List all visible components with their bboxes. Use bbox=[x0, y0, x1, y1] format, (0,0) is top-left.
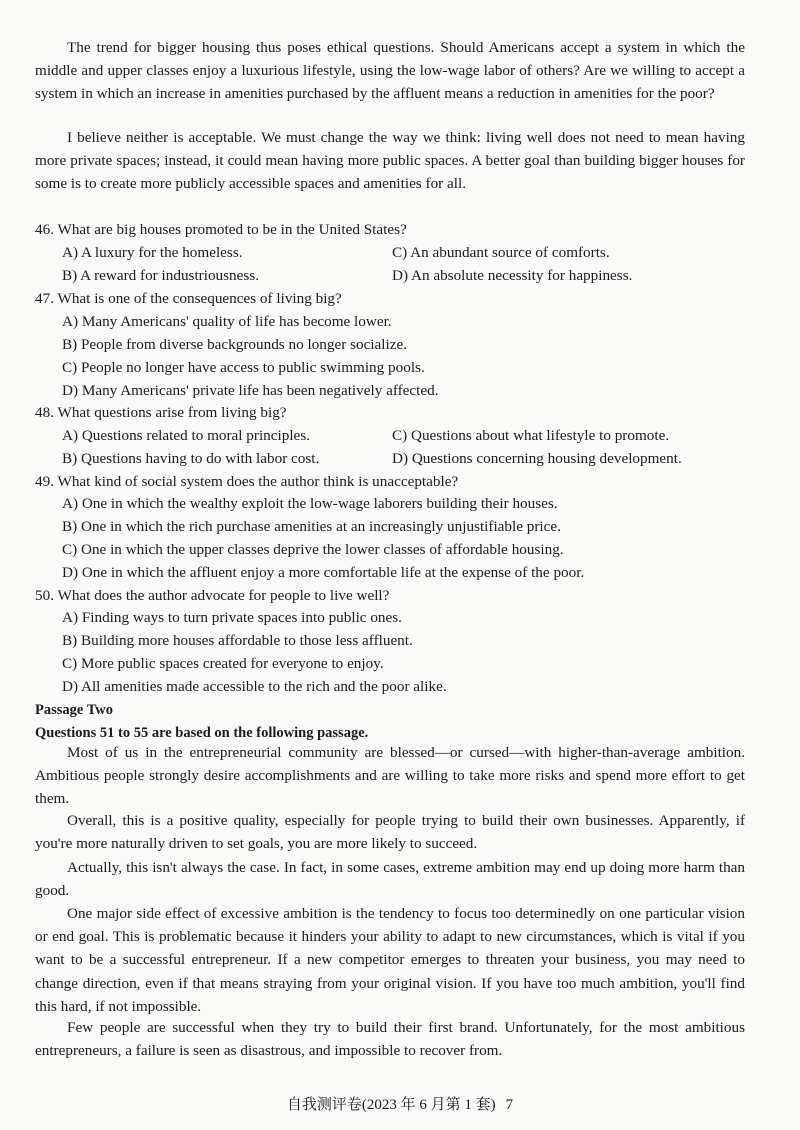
page-number: 7 bbox=[505, 1097, 514, 1113]
question-48-stem: 48. What questions arise from living big? bbox=[35, 404, 287, 421]
passage-two-instruction: Questions 51 to 55 are based on the following passage. bbox=[35, 725, 369, 741]
question-46-option-d[interactable]: D) An absolute necessity for happiness. bbox=[392, 267, 633, 284]
question-48-option-a[interactable]: A) Questions related to moral principles. bbox=[62, 427, 310, 444]
question-47-option-d[interactable]: D) Many Americans' private life has been negatively affected. bbox=[62, 382, 439, 399]
question-47-stem: 47. What is one of the consequences of living big? bbox=[35, 290, 342, 307]
passage-two-paragraph-4: One major side effect of excessive ambition is the tendency to focus too determinedly on one particular vision or end goal. This is problematic because it hinders your ability to adapt to new circumstances, which is vital if you want to be a successful entrepreneur. If a new competitor emerges to threaten your business, you may need to change direction, even if that means straying from your original vision. If you have too much ambition, you'll find this hard, if not impossible. bbox=[35, 905, 745, 1015]
question-50-stem: 50. What does the author advocate for people to live well? bbox=[35, 587, 390, 604]
question-47-option-a[interactable]: A) Many Americans' quality of life has become lower. bbox=[62, 313, 392, 330]
question-48-option-d[interactable]: D) Questions concerning housing development. bbox=[392, 450, 682, 467]
question-50-option-b[interactable]: B) Building more houses affordable to those less affluent. bbox=[62, 632, 413, 649]
passage-two-paragraph-3: Actually, this isn't always the case. In fact, in some cases, extreme ambition may end up doing more harm than good. bbox=[35, 859, 745, 900]
question-47-option-b[interactable]: B) People from diverse backgrounds no longer socialize. bbox=[62, 336, 407, 353]
question-50-option-c[interactable]: C) More public spaces created for everyone to enjoy. bbox=[62, 655, 384, 672]
passage-two-paragraph-2: Overall, this is a positive quality, especially for people trying to build their own businesses. Apparently, if you're more naturally driven to set goals, you are more likely to succeed. bbox=[35, 812, 745, 853]
question-46-option-c[interactable]: C) An abundant source of comforts. bbox=[392, 244, 610, 261]
question-48-option-c[interactable]: C) Questions about what lifestyle to promote. bbox=[392, 427, 670, 444]
footer-title: 自我测评卷(2023 年 6 月第 1 套) bbox=[286, 1097, 496, 1113]
passage-two-paragraph-1: Most of us in the entrepreneurial community are blessed—or cursed—with higher-than-average ambition. Ambitious people strongly desire accomplishments and are willing to take more risks and spend more effort to get them. bbox=[35, 744, 745, 808]
question-49-stem: 49. What kind of social system does the author think is unacceptable? bbox=[35, 473, 459, 490]
question-49-option-d[interactable]: D) One in which the affluent enjoy a more comfortable life at the expense of the poor. bbox=[62, 564, 585, 581]
question-46-stem: 46. What are big houses promoted to be in the United States? bbox=[35, 221, 407, 238]
passage-two-heading: Passage Two bbox=[35, 702, 114, 718]
paragraph-ethical-questions: The trend for bigger housing thus poses ethical questions. Should Americans accept a system in which the middle and upper classes enjoy a luxurious lifestyle, using the low-wage labor of others? Are we willing to accept a system in which an increase in amenities purchased by the affluent means a reduction in amenities for the poor? bbox=[35, 39, 745, 103]
question-46-option-b[interactable]: B) A reward for industriousness. bbox=[62, 267, 259, 284]
question-48-option-b[interactable]: B) Questions having to do with labor cost. bbox=[62, 450, 320, 467]
question-47-option-c[interactable]: C) People no longer have access to public swimming pools. bbox=[62, 359, 425, 376]
question-49-option-a[interactable]: A) One in which the wealthy exploit the low-wage laborers building their houses. bbox=[62, 495, 558, 512]
question-50-option-d[interactable]: D) All amenities made accessible to the rich and the poor alike. bbox=[62, 678, 447, 695]
question-46-option-a[interactable]: A) A luxury for the homeless. bbox=[62, 244, 243, 261]
page-footer bbox=[0, 1094, 800, 1116]
question-49-option-b[interactable]: B) One in which the rich purchase amenities at an increasingly unjustifiable price. bbox=[62, 518, 561, 535]
question-49-option-c[interactable]: C) One in which the upper classes deprive the lower classes of affordable housing. bbox=[62, 541, 564, 558]
question-50-option-a[interactable]: A) Finding ways to turn private spaces into public ones. bbox=[62, 609, 402, 626]
paragraph-author-belief: I believe neither is acceptable. We must change the way we think: living well does not need to mean having more private spaces; instead, it could mean having more public spaces. A better goal than building bigger houses for some is to create more publicly accessible spaces and amenities for all. bbox=[35, 129, 745, 193]
passage-two-paragraph-5: Few people are successful when they try to build their first brand. Unfortunately, for the most ambitious entrepreneurs, a failure is seen as disastrous, and impossible to recover from. bbox=[35, 1019, 745, 1060]
